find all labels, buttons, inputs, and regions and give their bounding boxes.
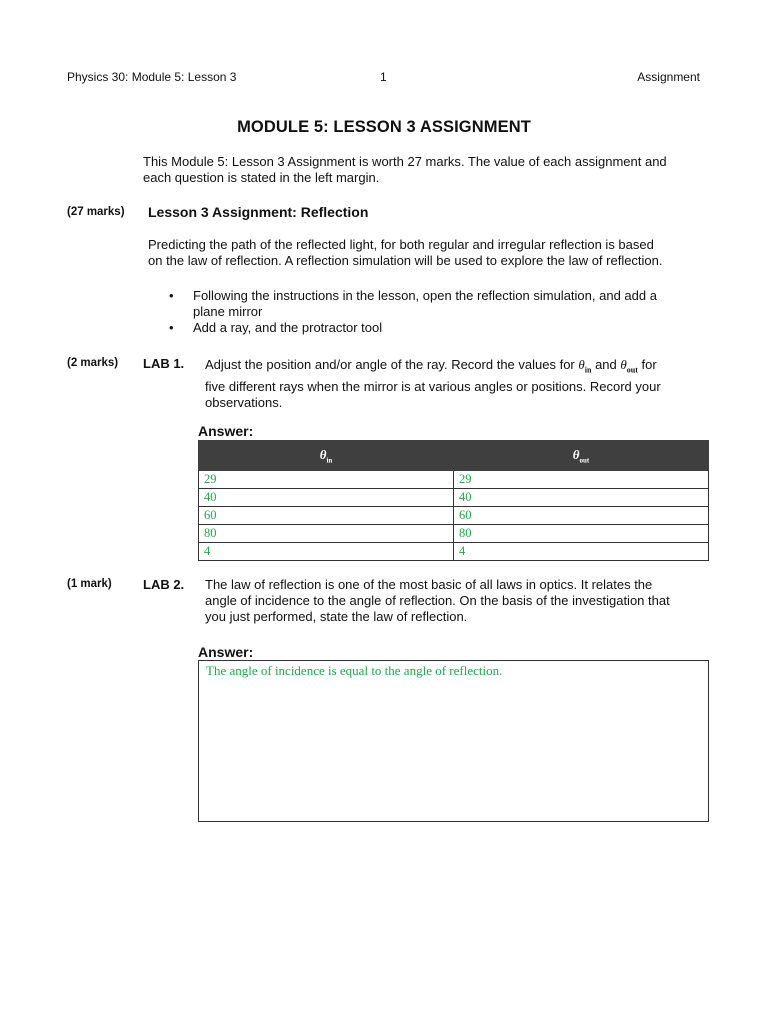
header-theta-in: [199, 441, 454, 471]
page-number: 1: [380, 70, 387, 84]
cell-theta-in[interactable]: 60: [199, 507, 454, 525]
theta-char: θ: [620, 357, 627, 372]
section-para-line-2: on the law of reflection. A reflection simulation will be used to explore the law of reflection.: [148, 253, 663, 268]
cell-theta-out[interactable]: 4: [454, 543, 709, 561]
table-header-row: [199, 441, 709, 471]
lab1-marks: (2 marks): [67, 357, 119, 369]
theta-out-symbol: [620, 357, 638, 375]
header-right: Assignment: [637, 70, 700, 84]
header-theta-char: θ: [572, 446, 580, 462]
list-item: [169, 320, 729, 336]
lab2-question: [205, 577, 715, 625]
theta-sub-out: out: [626, 365, 638, 375]
intro-line-2: each question is stated in the left margin.: [143, 170, 380, 185]
lab1-line-1: [205, 357, 715, 379]
intro-line-1: This Module 5: Lesson 3 Assignment is worth 27 marks. The value of each assignment and: [143, 154, 667, 169]
header-left: Physics 30: Module 5: Lesson 3: [67, 70, 237, 84]
lab2-line-1: The law of reflection is one of the most basic of all laws in optics. It relates the: [205, 577, 653, 592]
theta-sub-in: in: [584, 365, 592, 375]
lab1-line-3: observations.: [205, 394, 283, 410]
theta-in-symbol: [578, 357, 592, 375]
section-paragraph: [148, 237, 663, 269]
section-para-line-1: Predicting the path of the reflected light, for both regular and irregular reflection is based: [148, 237, 654, 252]
lab2-line-3: you just performed, state the law of reflection.: [205, 609, 468, 624]
table-row: [199, 543, 709, 561]
lab1-label: LAB 1.: [143, 356, 185, 371]
table-row: [199, 507, 709, 525]
bullet-icon: •: [169, 288, 174, 303]
cell-theta-out[interactable]: 29: [454, 471, 709, 489]
bullet-2-line-1: Add a ray, and the protractor tool: [193, 320, 383, 335]
lab2-marks: (1 mark): [67, 578, 112, 590]
lab2-label: LAB 2.: [143, 577, 185, 592]
section-marks: (27 marks): [67, 206, 125, 218]
lab2-answer-label: Answer:: [198, 644, 254, 660]
lab2-answer-text: The angle of incidence is equal to the angle of reflection.: [206, 663, 503, 678]
lab2-answer-box[interactable]: [198, 660, 709, 822]
lab1-and: and: [595, 357, 617, 372]
lab2-line-2: angle of incidence to the angle of reflection. On the basis of the investigation that: [205, 593, 670, 608]
bullet-1-line-2: plane mirror: [193, 304, 263, 319]
header-sub-out: out: [579, 456, 590, 465]
lab1-text-a: Adjust the position and/or angle of the ray. Record the values for: [205, 357, 575, 372]
cell-theta-in[interactable]: 80: [199, 525, 454, 543]
bullet-icon: •: [169, 320, 174, 335]
lab1-text-b: for: [641, 357, 657, 372]
list-item: [169, 288, 729, 320]
cell-theta-out[interactable]: 60: [454, 507, 709, 525]
section-heading: Lesson 3 Assignment: Reflection: [148, 204, 369, 220]
lab1-answer-table: [198, 440, 709, 561]
table-row: [199, 471, 709, 489]
cell-theta-out[interactable]: 80: [454, 525, 709, 543]
table-row: [199, 525, 709, 543]
instruction-list: [169, 288, 729, 336]
header-sub-in: in: [326, 456, 333, 465]
intro-paragraph: [143, 154, 667, 186]
lab1-answer-label: Answer:: [198, 423, 254, 439]
theta-char: θ: [578, 357, 585, 372]
cell-theta-in[interactable]: 29: [199, 471, 454, 489]
header-theta-char: θ: [319, 446, 327, 462]
cell-theta-out[interactable]: 40: [454, 489, 709, 507]
header-theta-out: [454, 441, 709, 471]
page-title: MODULE 5: LESSON 3 ASSIGNMENT: [237, 118, 531, 136]
lab1-question: [205, 357, 715, 411]
cell-theta-in[interactable]: 40: [199, 489, 454, 507]
bullet-1-line-1: Following the instructions in the lesson, open the reflection simulation, and add a: [193, 288, 657, 303]
cell-theta-in[interactable]: 4: [199, 543, 454, 561]
table-row: [199, 489, 709, 507]
lab1-line-2: five different rays when the mirror is at various angles or positions. Record your: [205, 378, 661, 394]
